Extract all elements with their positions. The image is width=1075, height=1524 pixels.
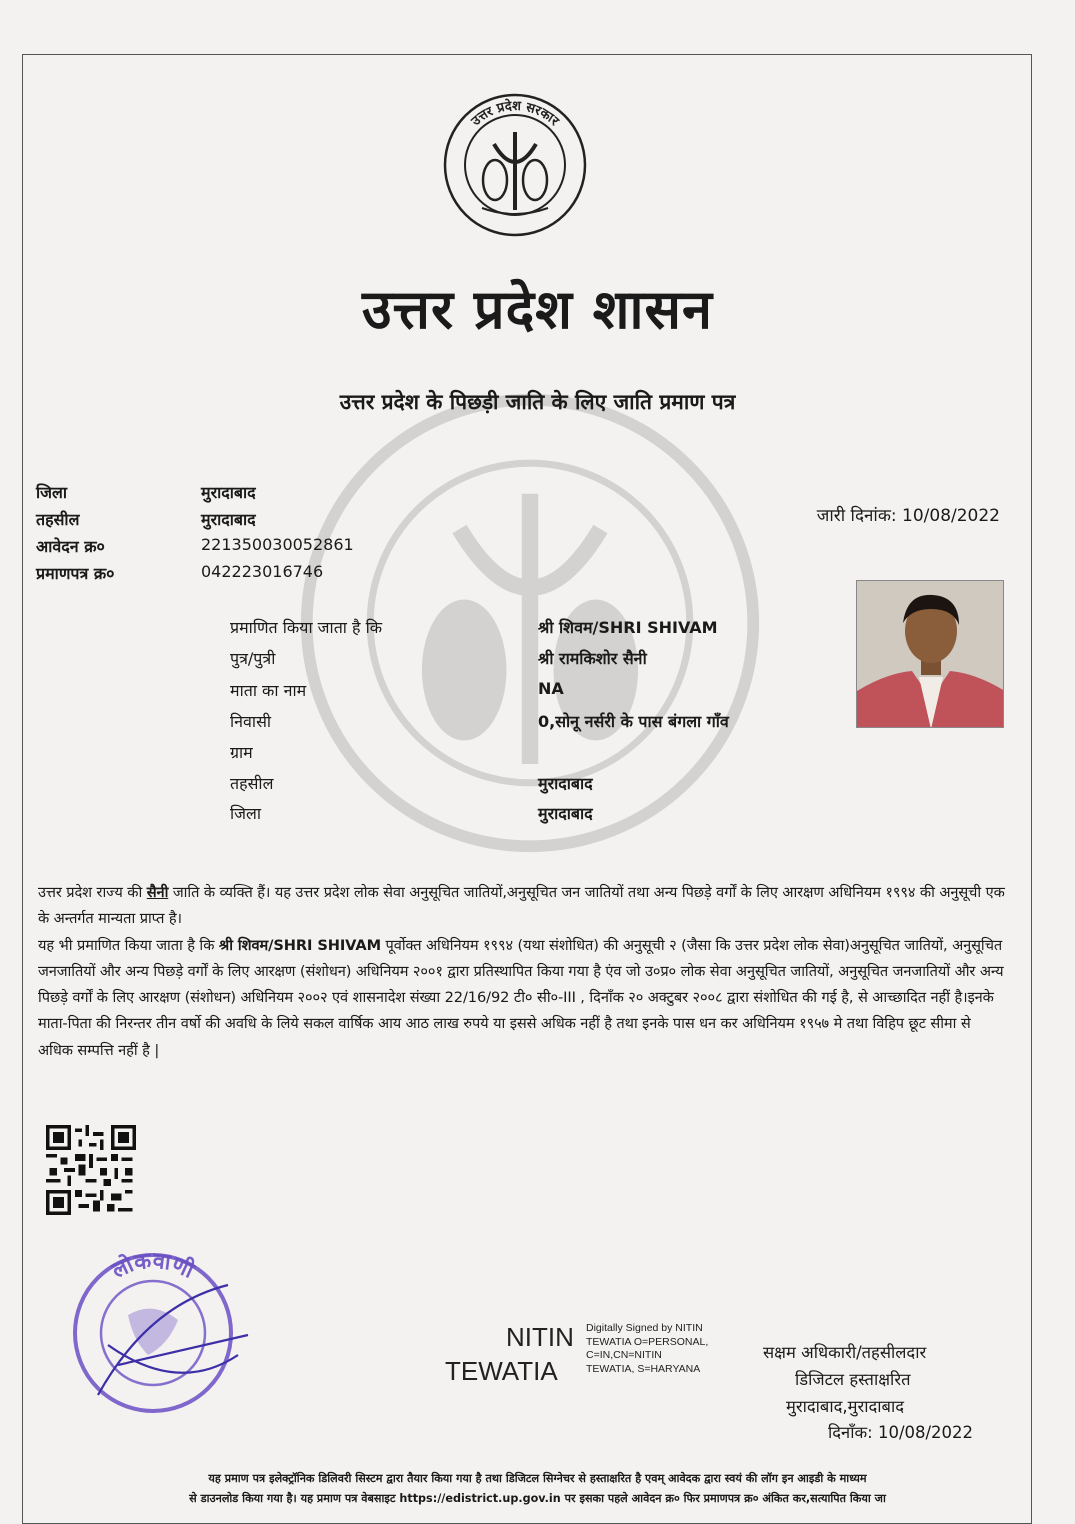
detail-value-name: श्री शिवम/SHRI SHIVAM — [538, 618, 718, 637]
qr-code — [46, 1125, 136, 1215]
applicant-photo — [856, 580, 1004, 728]
detail-label-resident: निवासी — [230, 712, 272, 731]
detail-label-certified: प्रमाणित किया जाता है कि — [230, 618, 383, 637]
authority-date: दिनाँक: 10/08/2022 — [828, 1423, 974, 1442]
certificate-body — [38, 880, 1008, 1064]
body-paragraph-2: यह भी प्रमाणित किया जाता है कि श्री शिवम/SHRI SHIVAM पूर्वोक्त अधिनियम १९९४ (यथा संशोधित) की अनुसूची २ (जैसा कि उत्तर प्रदेश लोक सेवा)अनुसूचित जातियों, अनुसूचित जनजातियों और अन्य पिछड़े वर्गों के लिए आरक्षण (संशोधन) अधिनियम २००१ द्वारा प्रतिस्थापित किया गया है एंव जो उ०प्र० लोक सेवा अनुसूचित जातियों, अनुसूचित जनजातियों और अन्य पिछड़े वर्गों के लिए आरक्षण (संशोधन) अधिनियम २००२ एवं शासनादेश संख्या 22/16/92 टी० सी०-III , दिनाँक २० अक्टुबर २००८ द्वारा संशोधित की गई है, से आच्छादित नहीं है।इनके माता-पिता की निरन्तर तीन वर्षो की अवधि के लिये सकल वार्षिक आय आठ लाख रुपये या इससे अधिक नहीं है तथा इनके पास धन कर अधिनियम १९५७ मे तथा विहिप छूट सीमा से अधिक सम्पत्ति नहीं है | — [38, 936, 1004, 1059]
authority-location: मुरादाबाद,मुरादाबाद — [786, 1397, 905, 1416]
caste-name: सैनी — [146, 884, 169, 901]
detail-value-tehsil: मुरादाबाद — [538, 774, 593, 793]
signer-name-line1: NITIN — [506, 1322, 574, 1352]
svg-text:लोकवाणी: लोकवाणी — [108, 1248, 198, 1284]
body-paragraph-1: उत्तर प्रदेश राज्य की सैनी जाति के व्यक्ति हैं। यह उत्तर प्रदेश लोक सेवा अनुसूचित जातियों,अनुसूचित जन जातियों तथा अन्य पिछड़े वर्गों के लिए आरक्षण अधिनियम १९९४ की अनुसूची एक के अन्तर्गत मान्यता प्राप्त है। — [38, 884, 1005, 928]
detail-value-address: 0,सोनू नर्सरी के पास बंगला गाँव — [538, 712, 729, 731]
authority-title: सक्षम अधिकारी/तहसीलदार — [763, 1343, 927, 1362]
issue-date: जारी दिनांक: 10/08/2022 — [816, 506, 1000, 526]
detail-value-district: मुरादाबाद — [538, 804, 593, 823]
detail-value-mother: NA — [538, 679, 564, 698]
authority-digital-signed: डिजिटल हस्ताक्षरित — [795, 1370, 911, 1389]
signer-name-line2: TEWATIA — [445, 1356, 558, 1386]
up-govt-emblem — [442, 92, 588, 238]
detail-label-district: जिला — [230, 804, 262, 823]
emblem-text: उत्तर प्रदेश सरकार — [468, 98, 562, 130]
detail-label-son-daughter: पुत्र/पुत्री — [230, 649, 276, 668]
detail-label-mother: माता का नाम — [230, 681, 307, 700]
certificate-subtitle: उत्तर प्रदेश के पिछड़ी जाति के लिए जाति प्रमाण पत्र — [339, 390, 736, 414]
digital-signature-details: Digitally Signed by NITIN TEWATIA O=PERSONAL, C=IN,CN=NITIN TEWATIA, S=HARYANA — [586, 1322, 709, 1375]
lokvani-stamp — [58, 1245, 258, 1425]
detail-label-tehsil: तहसील — [230, 774, 274, 793]
footer-note: यह प्रमाण पत्र इलेक्ट्रॉनिक डिलिवरी सिस्टम द्वारा तैयार किया गया है तथा डिजिटल सिग्नेचर से हस्ताक्षरित है एवम् आवेदक द्वारा स्वयं की लॉग इन आइडी के माध्यम से डाउनलोड किया गया है। यह प्रमाण पत्र वेबसाइट https://edistrict.up.gov.in पर इसका पहले आवेदन क्र० फिर प्रमाणपत्र क्र० अंकित कर,सत्यापित किया जा — [189, 1472, 886, 1505]
page-title: उत्तर प्रदेश शासन — [362, 277, 713, 341]
detail-value-father: श्री रामकिशोर सैनी — [538, 649, 647, 668]
detail-label-village: ग्राम — [230, 743, 253, 762]
applicant-name: श्री शिवम/SHRI SHIVAM — [218, 936, 381, 954]
